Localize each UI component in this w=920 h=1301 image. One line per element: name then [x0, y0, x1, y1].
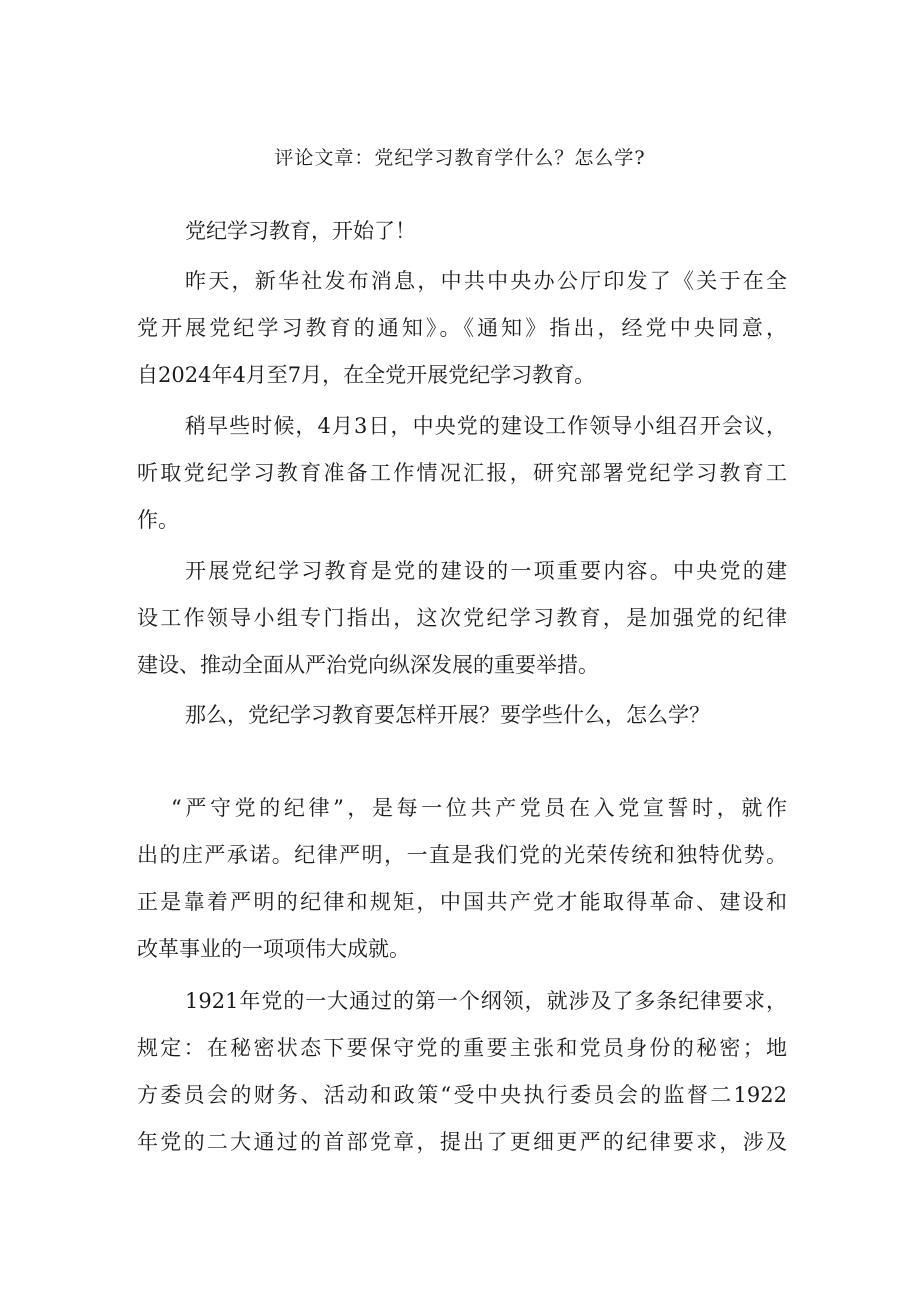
- paragraph-line: 建设、推动全面从严治党向纵深发展的重要举措。: [137, 653, 599, 677]
- paragraph-line: 稍早些时候，4月3日，中央党的建设工作领导小组召开会议，: [185, 414, 787, 438]
- paragraph-line: 党纪学习教育，开始了！: [185, 219, 416, 243]
- paragraph-2: [137, 258, 787, 399]
- paragraph-line: 作。: [137, 508, 179, 532]
- paragraph-line: 听取党纪学习教育准备工作情况汇报，研究部署党纪学习教育工: [137, 461, 787, 485]
- paragraph-6: [137, 785, 787, 973]
- paragraph-line: 那么，党纪学习教育要怎样开展？要学些什么，怎么学？: [185, 703, 710, 727]
- paragraph-line: 开展党纪学习教育是党的建设的一项重要内容。中央党的建: [185, 559, 787, 583]
- paragraph-line: 改革事业的一项项伟大成就。: [137, 937, 410, 961]
- document-title: 评论文章：党纪学习教育学什么？怎么学?: [274, 147, 646, 169]
- paragraph-line: 规定：在秘密状态下要保守党的重要主张和党员身份的秘密；地: [137, 1036, 787, 1060]
- paragraph-line: “严守党的纪律”，是每一位共产党员在入党宣誓时，就作: [171, 796, 787, 820]
- paragraph-line: 1921年党的一大通过的第一个纲领，就涉及了多条纪律要求，: [185, 989, 787, 1013]
- paragraph-line: 方委员会的财务、活动和政策“受中央执行委员会的监督二1922: [137, 1083, 787, 1107]
- paragraph-4: [137, 548, 787, 689]
- paragraph-line: 出的庄严承诺。纪律严明，一直是我们党的光荣传统和独特优势。: [137, 843, 787, 867]
- paragraph-line: 设工作领导小组专门指出，这次党纪学习教育，是加强党的纪律: [137, 606, 787, 630]
- paragraph-7: [137, 978, 787, 1166]
- paragraph-line: 年党的二大通过的首部党章，提出了更细更严的纪律要求，涉及: [137, 1130, 787, 1154]
- paragraph-line: 昨天，新华社发布消息，中共中央办公厅印发了《关于在全: [185, 269, 787, 293]
- paragraph-line: 自2024年4月至7月，在全党开展党纪学习教育。: [137, 363, 596, 387]
- paragraph-1: [137, 208, 787, 255]
- paragraph-line: 党开展党纪学习教育的通知》。《通知》指出，经党中央同意，: [137, 316, 787, 340]
- paragraph-3: [137, 403, 787, 544]
- paragraph-line: 正是靠着严明的纪律和规矩，中国共产党才能取得革命、建设和: [137, 890, 787, 914]
- paragraph-5: [137, 692, 787, 739]
